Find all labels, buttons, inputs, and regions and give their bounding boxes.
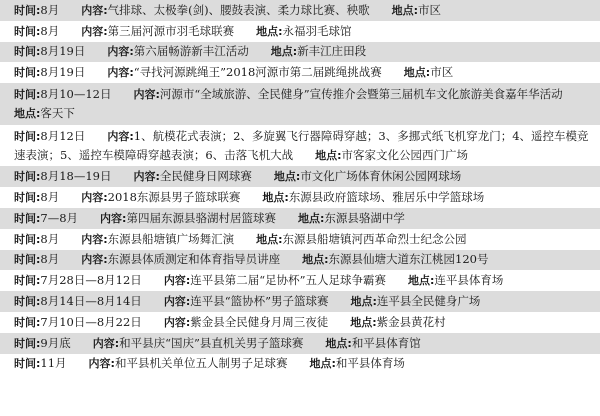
- place-label: 地点: [391, 3, 414, 17]
- event-time: 8月12日: [40, 128, 86, 143]
- time-label: 时间: [14, 129, 36, 143]
- event-place: 和平县体育场: [335, 356, 405, 371]
- event-time: 7月10日—8月22日: [40, 314, 142, 329]
- event-place: 市客家文化公园西门广场: [341, 147, 469, 162]
- event-time: 8月: [40, 231, 60, 246]
- content-label: 内容: [107, 45, 130, 59]
- event-row: 时间:8月19日 内容:第六届畅游新丰江活动 地点:新丰江庄田段: [0, 42, 600, 63]
- event-time: 8月: [40, 190, 60, 205]
- event-content: “寻找河源跳绳王”2018河源市第二届跳绳挑战赛: [133, 65, 382, 80]
- event-time: 8月: [40, 23, 60, 38]
- event-row: 时间:8月 内容:东源县船塘镇广场舞汇演 地点:东源县船塘镇河西革命烈士纪念公园: [0, 229, 600, 250]
- event-time: 9月底: [40, 335, 71, 350]
- event-time: 11月: [40, 356, 67, 371]
- content-label: 内容: [133, 87, 156, 101]
- event-row: 时间:9月底 内容:和平县庆“国庆”县直机关男子篮球赛 地点:和平县体育馆: [0, 333, 600, 354]
- content-label: 内容: [81, 191, 104, 205]
- event-content: 气排球、太极拳(剑)、腰鼓表演、柔力球比赛、秧歌: [107, 2, 370, 17]
- event-row: 时间:7月10日—8月22日 内容:紫金县全民健身月周三夜徒 地点:紫金县黄花村: [0, 312, 600, 333]
- event-content: 1、航模花式表演；2、多旋翼飞行器障碍穿越；3、多挪式纸飞机穿龙门；4、遥控车模竞速表演；5、遥控车模障碍穿越表演；6、击落飞机大战: [14, 128, 589, 162]
- event-time: 8月19日: [40, 65, 86, 80]
- content-label: 内容: [81, 232, 104, 246]
- event-row: 时间:8月19日 内容:“寻找河源跳绳王”2018河源市第二届跳绳挑战赛 地点:市区: [0, 62, 600, 83]
- event-content: 连平县“篮协杯”男子篮球赛: [190, 294, 329, 309]
- event-place: 东源县政府篮球场、雅居乐中学篮球场: [288, 190, 485, 205]
- event-place: 市区: [418, 2, 442, 17]
- event-time: 8月: [40, 252, 60, 267]
- event-content: 东源县船塘镇广场舞汇演: [107, 231, 235, 246]
- time-label: 时间: [14, 357, 36, 371]
- event-place: 紫金县黄花村: [376, 314, 446, 329]
- place-label: 地点: [350, 295, 373, 309]
- event-row: 时间:8月10—12日 内容:河源市“全域旅游、全民健身”宣传推介会暨第三届机车文化旅游美食嘉年华活动地点:客天下: [0, 83, 600, 125]
- place-label: 地点: [350, 315, 373, 329]
- place-label: 地点: [309, 357, 332, 371]
- event-content: 河源市“全域旅游、全民健身”宣传推介会暨第三届机车文化旅游美食嘉年华活动: [159, 86, 563, 101]
- content-label: 内容: [163, 274, 186, 288]
- event-content: 第四届东源县骆湖村居篮球赛: [126, 210, 276, 225]
- event-row: 时间:8月 内容:2018东源县男子篮球联赛 地点:东源县政府篮球场、雅居乐中学篮球场: [0, 187, 600, 208]
- event-row: 时间:8月 内容:东源县体质测定和体育指导员讲座 地点:东源县仙塘大道东江桃园120号: [0, 250, 600, 271]
- place-label: 地点: [297, 211, 320, 225]
- place-label: 地点: [256, 24, 279, 38]
- event-place: 东源县骆湖中学: [324, 210, 405, 225]
- content-label: 内容: [107, 66, 130, 80]
- place-label: 地点: [262, 191, 285, 205]
- time-label: 时间: [14, 45, 36, 59]
- time-label: 时间: [14, 253, 36, 267]
- event-row: 时间:11月 内容:和平县机关单位五人制男子足球赛 地点:和平县体育场: [0, 354, 600, 375]
- time-label: 时间: [14, 3, 36, 17]
- content-label: 内容: [163, 315, 186, 329]
- time-label: 时间: [14, 191, 36, 205]
- event-content: 和平县庆“国庆”县直机关男子篮球赛: [119, 335, 304, 350]
- place-label: 地点: [407, 274, 430, 288]
- event-content: 全民健身日网球赛: [159, 169, 252, 184]
- event-time: 8月: [40, 2, 60, 17]
- event-place: 和平县体育馆: [351, 335, 421, 350]
- time-label: 时间: [14, 170, 36, 184]
- event-row: 时间:7—8月 内容:第四届东源县骆湖村居篮球赛 地点:东源县骆湖中学: [0, 208, 600, 229]
- event-place: 客天下: [40, 105, 75, 120]
- time-label: 时间: [14, 66, 36, 80]
- event-time: 7月28日—8月12日: [40, 273, 142, 288]
- event-place: 新丰江庄田段: [297, 44, 367, 59]
- event-time: 8月10—12日: [40, 86, 112, 101]
- event-content: 连平县第二届“足协杯”五人足球争霸赛: [190, 273, 386, 288]
- event-place: 东源县仙塘大道东江桃园120号: [328, 252, 489, 267]
- content-label: 内容: [81, 3, 104, 17]
- place-label: 地点: [315, 148, 338, 162]
- event-place: 市区: [430, 65, 454, 80]
- event-time: 8月14日—8月14日: [40, 294, 142, 309]
- event-row: 时间:7月28日—8月12日 内容:连平县第二届“足协杯”五人足球争霸赛 地点:连平县体育场: [0, 270, 600, 291]
- event-time: 8月18—19日: [40, 169, 112, 184]
- time-label: 时间: [14, 24, 36, 38]
- time-label: 时间: [14, 87, 36, 101]
- time-label: 时间: [14, 295, 36, 309]
- event-time: 8月19日: [40, 44, 86, 59]
- content-label: 内容: [133, 170, 156, 184]
- event-place: 永福羽毛球馆: [282, 23, 352, 38]
- event-row: 时间:8月 内容:第三届河源市羽毛球联赛 地点:永福羽毛球馆: [0, 21, 600, 42]
- time-label: 时间: [14, 274, 36, 288]
- event-row: 时间:8月 内容:气排球、太极拳(剑)、腰鼓表演、柔力球比赛、秧歌 地点:市区: [0, 0, 600, 21]
- event-row: 时间:8月14日—8月14日 内容:连平县“篮协杯”男子篮球赛 地点:连平县全民健身广场: [0, 291, 600, 312]
- event-content: 和平县机关单位五人制男子足球赛: [114, 356, 288, 371]
- place-label: 地点: [14, 106, 36, 120]
- place-label: 地点: [273, 170, 296, 184]
- event-place: 连平县全民健身广场: [376, 294, 481, 309]
- content-label: 内容: [81, 24, 104, 38]
- event-time: 7—8月: [40, 210, 79, 225]
- content-label: 内容: [81, 253, 104, 267]
- time-label: 时间: [14, 232, 36, 246]
- event-place: 连平县体育场: [434, 273, 504, 288]
- event-content: 第三届河源市羽毛球联赛: [107, 23, 235, 38]
- time-label: 时间: [14, 211, 36, 225]
- event-content: 紫金县全民健身月周三夜徒: [190, 314, 329, 329]
- content-label: 内容: [107, 129, 130, 143]
- event-content: 2018东源县男子篮球联赛: [107, 190, 241, 205]
- time-label: 时间: [14, 315, 36, 329]
- content-label: 内容: [163, 295, 186, 309]
- event-row: 时间:8月18—19日 内容:全民健身日网球赛 地点:市文化广场体育休闲公园网球场: [0, 166, 600, 187]
- content-label: 内容: [88, 357, 111, 371]
- event-content: 第六届畅游新丰江活动: [133, 44, 249, 59]
- place-label: 地点: [256, 232, 279, 246]
- time-label: 时间: [14, 336, 36, 350]
- event-place: 市文化广场体育休闲公园网球场: [300, 169, 462, 184]
- event-place: 东源县船塘镇河西革命烈士纪念公园: [282, 231, 467, 246]
- place-label: 地点: [403, 66, 426, 80]
- place-label: 地点: [325, 336, 348, 350]
- place-label: 地点: [270, 45, 293, 59]
- event-row: 时间:8月12日 内容:1、航模花式表演；2、多旋翼飞行器障碍穿越；3、多挪式纸飞机穿龙门；4、遥控车模竞速表演；5、遥控车模障碍穿越表演；6、击落飞机大战 地点:市客家文化公园西门广场: [0, 125, 600, 167]
- event-content: 东源县体质测定和体育指导员讲座: [107, 252, 281, 267]
- content-label: 内容: [100, 211, 123, 225]
- content-label: 内容: [92, 336, 115, 350]
- place-label: 地点: [302, 253, 325, 267]
